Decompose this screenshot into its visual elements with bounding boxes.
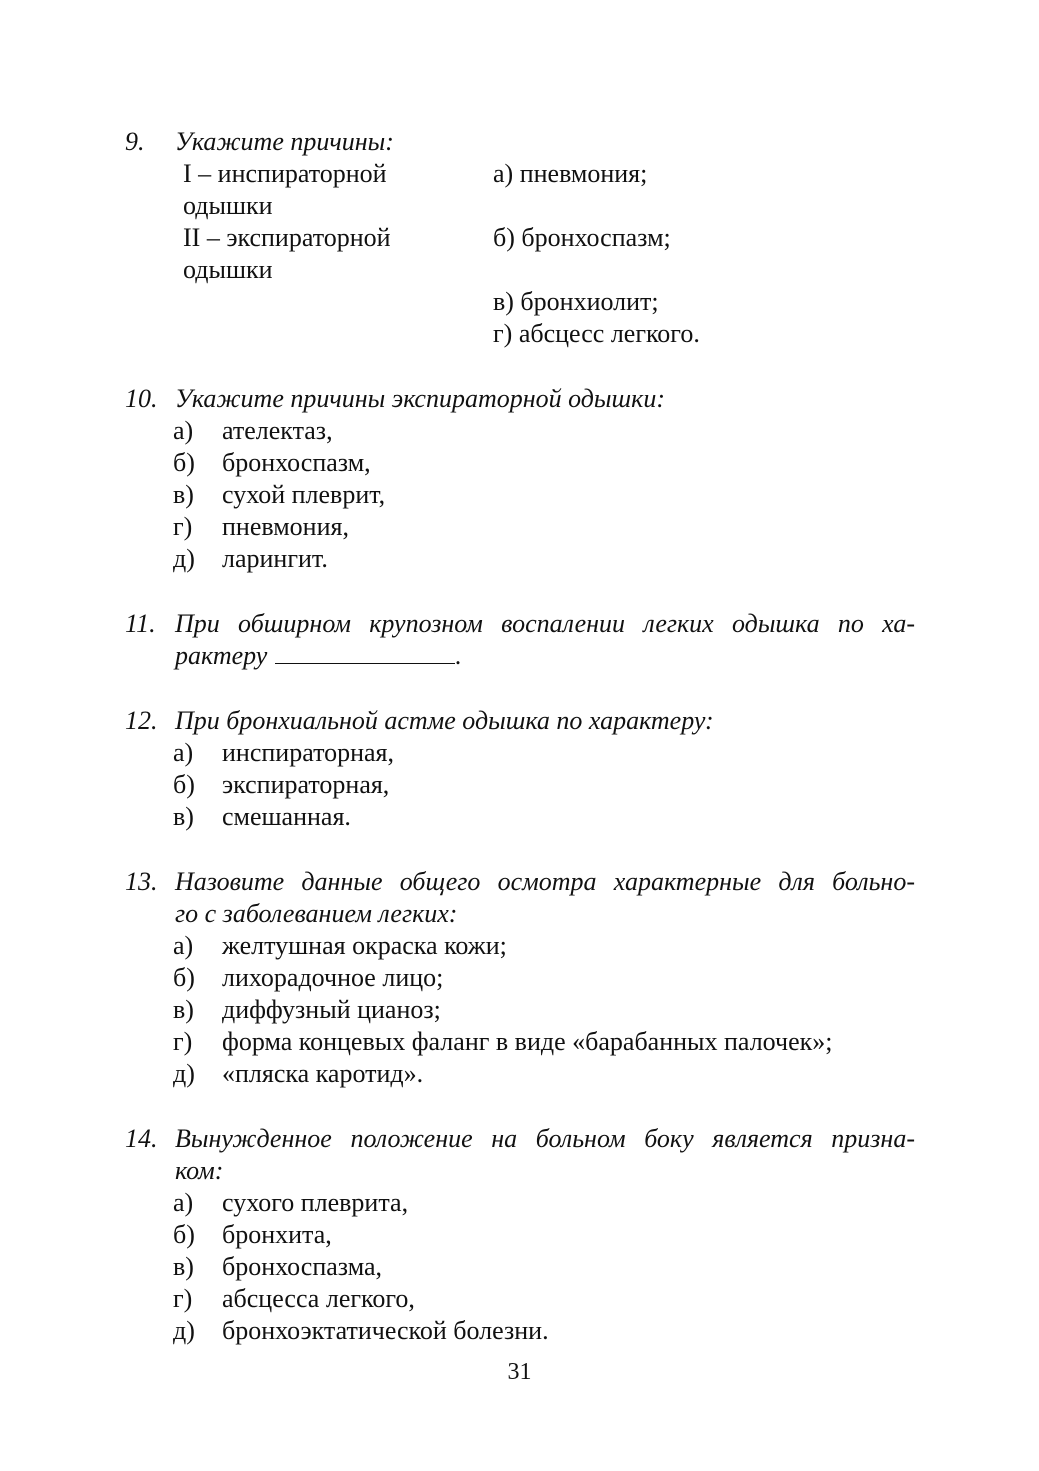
option-letter: б) bbox=[173, 448, 195, 477]
option-letter: б) bbox=[173, 1220, 195, 1249]
option-letter: в) bbox=[173, 995, 194, 1024]
question-prompt: Вынужденное положение на больном боку является призна- bbox=[175, 1124, 915, 1153]
question-prompt-continued: го с заболеванием легких: bbox=[175, 899, 458, 928]
option-text: лихорадочное лицо; bbox=[222, 963, 444, 992]
option-text: бронхоэктатической болезни. bbox=[222, 1316, 549, 1345]
prompt-text: рактеру bbox=[175, 641, 268, 670]
option-text: экспираторная, bbox=[222, 770, 390, 799]
option-letter: а) bbox=[173, 738, 194, 767]
option-text: диффузный цианоз; bbox=[222, 995, 441, 1024]
option-letter: а) bbox=[173, 931, 194, 960]
match-left-item: одышки bbox=[183, 255, 273, 284]
option-letter: в) bbox=[173, 802, 194, 831]
option-letter: б) bbox=[173, 770, 195, 799]
question-prompt-continued: ком: bbox=[175, 1156, 224, 1185]
option-text: желтушная окраска кожи; bbox=[222, 931, 507, 960]
option-letter: г) bbox=[173, 1284, 193, 1313]
option-text: форма концевых фаланг в виде «барабанных палочек»; bbox=[222, 1027, 833, 1056]
prompt-end: . bbox=[455, 641, 462, 670]
question-prompt: Укажите причины экспираторной одышки: bbox=[175, 384, 665, 413]
match-right-item: б) бронхоспазм; bbox=[493, 223, 671, 252]
question-number: 14. bbox=[125, 1124, 158, 1153]
question-number: 13. bbox=[125, 867, 158, 896]
match-left-item: I – инспираторной bbox=[183, 159, 387, 188]
option-letter: а) bbox=[173, 416, 194, 445]
option-text: бронхоспазм, bbox=[222, 448, 371, 477]
option-letter: д) bbox=[173, 544, 195, 573]
question-number: 11. bbox=[125, 609, 156, 638]
option-text: ларингит. bbox=[222, 544, 328, 573]
option-text: ателектаз, bbox=[222, 416, 333, 445]
page-number: 31 bbox=[507, 1359, 532, 1385]
match-right-item: в) бронхиолит; bbox=[493, 287, 659, 316]
question-prompt: При обширном крупозном воспалении легких одышка по ха- bbox=[175, 609, 915, 638]
option-text: смешанная. bbox=[222, 802, 351, 831]
question-prompt-continued bbox=[175, 640, 462, 672]
question-prompt: Назовите данные общего осмотра характерные для больно- bbox=[175, 867, 915, 896]
option-text: бронхоспазма, bbox=[222, 1252, 383, 1281]
option-letter: д) bbox=[173, 1059, 195, 1088]
question-number: 10. bbox=[125, 384, 158, 413]
option-text: пневмония, bbox=[222, 512, 349, 541]
option-letter: г) bbox=[173, 1027, 193, 1056]
question-prompt: При бронхиальной астме одышка по характеру: bbox=[175, 706, 714, 735]
option-text: «пляска каротид». bbox=[222, 1059, 424, 1088]
option-letter: д) bbox=[173, 1316, 195, 1345]
option-text: абсцесса легкого, bbox=[222, 1284, 415, 1313]
question-prompt: Укажите причины: bbox=[175, 127, 394, 156]
question-number: 9. bbox=[125, 127, 145, 156]
option-letter: в) bbox=[173, 1252, 194, 1281]
match-left-item: II – экспираторной bbox=[183, 223, 391, 252]
question-number: 12. bbox=[125, 706, 158, 735]
match-right-item: г) абсцесс легкого. bbox=[493, 319, 700, 348]
option-text: инспираторная, bbox=[222, 738, 394, 767]
option-text: бронхита, bbox=[222, 1220, 332, 1249]
match-left-item: одышки bbox=[183, 191, 273, 220]
match-right-item: а) пневмония; bbox=[493, 159, 648, 188]
option-letter: а) bbox=[173, 1188, 194, 1217]
option-letter: в) bbox=[173, 480, 194, 509]
option-text: сухого плеврита, bbox=[222, 1188, 409, 1217]
option-text: сухой плеврит, bbox=[222, 480, 386, 509]
option-letter: г) bbox=[173, 512, 193, 541]
answer-blank bbox=[275, 641, 455, 664]
option-letter: б) bbox=[173, 963, 195, 992]
